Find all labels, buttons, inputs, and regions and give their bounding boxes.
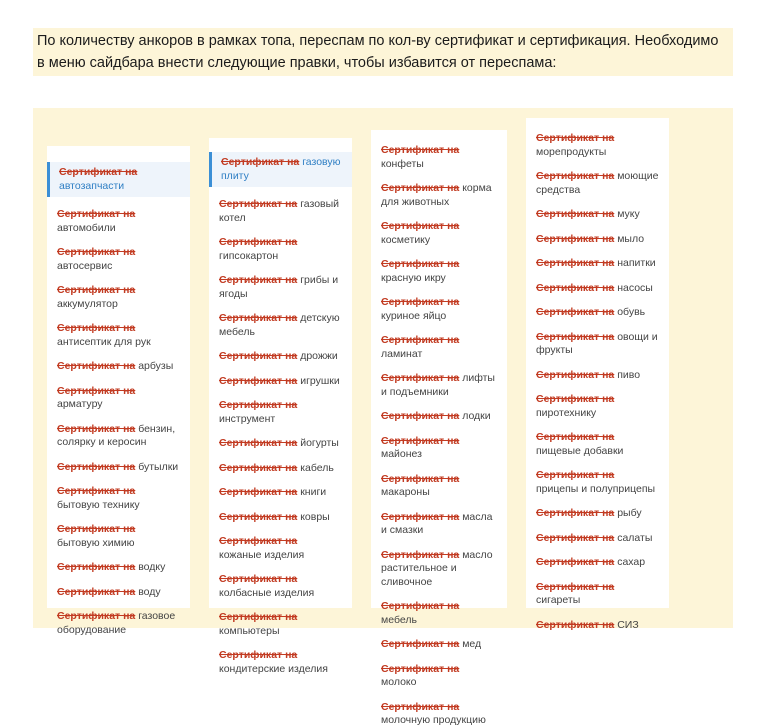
anchor-keyword-text: мыло	[614, 232, 645, 245]
anchor-keyword-text: сигареты	[536, 594, 581, 606]
sidebar-item[interactable]	[219, 535, 342, 562]
anchor-strikethrough-text: Сертификат на	[536, 281, 615, 294]
sidebar-item[interactable]	[57, 385, 180, 412]
anchor-strikethrough-text: Сертификат на	[219, 312, 298, 324]
anchor-strikethrough-text: Сертификат на	[381, 182, 460, 194]
anchor-keyword-text: антисептик для рук	[57, 335, 151, 348]
anchor-strikethrough-text: Сертификат на	[221, 156, 300, 168]
anchor-keyword-text: овощи и фрукты	[536, 330, 658, 356]
anchor-keyword-text: ковры	[297, 510, 330, 523]
sidebar-item[interactable]	[381, 511, 497, 538]
anchor-strikethrough-text: Сертификат на	[219, 486, 298, 498]
anchor-strikethrough-text: Сертификат на	[536, 170, 615, 182]
anchor-keyword-text: колбасные изделия	[219, 586, 315, 599]
anchor-strikethrough-text: Сертификат на	[57, 284, 136, 296]
sidebar-columns	[47, 118, 719, 726]
sidebar-item[interactable]	[219, 511, 342, 525]
anchor-keyword-text: макароны	[381, 486, 430, 498]
anchor-strikethrough-text: Сертификат на	[57, 208, 136, 220]
anchor-keyword-text: инструмент	[219, 412, 276, 425]
anchor-keyword-text: автозапчасти	[59, 179, 125, 192]
anchor-keyword-text: автомобили	[57, 221, 116, 234]
anchor-strikethrough-text: Сертификат на	[536, 469, 615, 481]
sidebar-item[interactable]	[536, 257, 659, 271]
anchor-keyword-text: кондитерские изделия	[219, 662, 328, 675]
anchor-keyword-text: кожаные изделия	[219, 548, 305, 561]
anchor-strikethrough-text: Сертификат на	[536, 618, 615, 631]
anchor-keyword-text: салаты	[614, 531, 653, 544]
anchor-keyword-text: морепродукты	[536, 145, 607, 158]
anchor-keyword-text: аккумулятор	[57, 297, 118, 310]
anchor-keyword-text: воду	[135, 585, 161, 598]
anchor-strikethrough-text: Сертификат на	[381, 700, 460, 713]
sidebar-item[interactable]	[536, 431, 659, 458]
anchor-strikethrough-text: Сертификат на	[536, 507, 615, 519]
anchor-strikethrough-text: Сертификат на	[57, 610, 136, 622]
anchor-strikethrough-text: Сертификат на	[536, 306, 615, 318]
sidebar-item[interactable]	[57, 284, 180, 311]
anchor-strikethrough-text: Сертификат на	[536, 556, 615, 568]
anchor-strikethrough-text: Сертификат на	[536, 132, 615, 144]
sidebar-item-active[interactable]	[209, 152, 352, 187]
sidebar-item[interactable]	[381, 372, 497, 399]
anchor-keyword-text: молоко	[381, 676, 417, 688]
sidebar-item[interactable]	[381, 473, 497, 500]
sidebar-item[interactable]	[219, 573, 342, 600]
anchor-strikethrough-text: Сертификат на	[219, 573, 298, 585]
anchor-strikethrough-text: Сертификат на	[536, 393, 615, 405]
anchor-keyword-text: напитки	[614, 257, 656, 269]
sidebar-item[interactable]	[536, 556, 659, 570]
sidebar-item[interactable]	[381, 663, 497, 690]
anchor-strikethrough-text: Сертификат на	[57, 561, 136, 573]
sidebar-item[interactable]	[536, 233, 659, 247]
sidebar-item[interactable]	[381, 182, 497, 209]
sidebar-item[interactable]	[536, 170, 659, 197]
anchor-keyword-text: грибы и ягоды	[219, 274, 339, 300]
anchor-strikethrough-text: Сертификат на	[57, 585, 136, 598]
anchor-keyword-text: лодки	[459, 410, 491, 422]
sidebar-item[interactable]	[57, 360, 180, 374]
anchor-keyword-text: молочную продукцию	[381, 714, 486, 726]
anchor-keyword-text: СИЗ	[614, 618, 639, 631]
anchor-keyword-text: арбузы	[135, 360, 174, 372]
anchor-keyword-text: конфеты	[381, 157, 424, 170]
sidebar-item[interactable]	[381, 220, 497, 247]
anchor-strikethrough-text: Сертификат на	[536, 531, 615, 544]
sidebar-item[interactable]	[381, 701, 497, 728]
sidebar-item[interactable]	[219, 274, 342, 301]
anchor-keyword-text: кабель	[297, 461, 334, 474]
anchor-column-4	[526, 118, 669, 631]
sidebar-item[interactable]	[536, 532, 659, 546]
anchor-keyword-text: косметику	[381, 233, 431, 246]
sidebar-item[interactable]	[57, 586, 180, 600]
anchor-strikethrough-text: Сертификат на	[57, 384, 136, 397]
sidebar-item[interactable]	[536, 282, 659, 296]
sidebar-item[interactable]	[57, 461, 180, 475]
anchor-keyword-text: автосервис	[57, 259, 113, 272]
sidebar-item[interactable]	[57, 523, 180, 550]
sidebar-item[interactable]	[219, 350, 342, 364]
anchor-keyword-text: пищевые добавки	[536, 444, 624, 457]
anchor-strikethrough-text: Сертификат на	[219, 535, 298, 547]
sidebar-item[interactable]	[381, 144, 497, 171]
anchor-column-1	[47, 146, 190, 636]
anchor-keyword-text: бытовую технику	[57, 498, 140, 511]
anchor-keyword-text: водку	[135, 561, 166, 573]
anchor-strikethrough-text: Сертификат на	[381, 548, 460, 561]
anchor-keyword-text: сахар	[614, 556, 646, 568]
anchor-strikethrough-text: Сертификат на	[381, 410, 460, 422]
anchor-keyword-text: красную икру	[381, 271, 446, 284]
sidebar-item[interactable]	[536, 581, 659, 608]
sidebar-item[interactable]	[536, 132, 659, 159]
anchor-keyword-text: йогурты	[297, 437, 339, 449]
sidebar-item[interactable]	[381, 638, 497, 652]
sidebar-item[interactable]	[536, 469, 659, 496]
sidebar-item[interactable]	[536, 331, 659, 358]
anchor-keyword-text: майонез	[381, 448, 422, 460]
anchor-strikethrough-text: Сертификат на	[381, 662, 460, 675]
sidebar-item[interactable]	[536, 393, 659, 420]
anchor-strikethrough-text: Сертификат на	[57, 422, 136, 435]
anchor-keyword-text: масла и смазки	[381, 510, 493, 536]
anchor-keyword-text: обувь	[614, 306, 646, 318]
sidebar-item[interactable]	[219, 312, 342, 339]
anchor-strikethrough-text: Сертификат на	[536, 431, 615, 443]
sidebar-item[interactable]	[381, 435, 497, 462]
anchor-strikethrough-text: Сертификат на	[381, 510, 460, 523]
anchor-strikethrough-text: Сертификат на	[219, 510, 298, 523]
sidebar-item[interactable]	[57, 485, 180, 512]
sidebar-item[interactable]	[219, 486, 342, 500]
anchor-keyword-text: бытовую химию	[57, 536, 135, 549]
anchor-strikethrough-text: Сертификат на	[57, 246, 136, 258]
sidebar-item[interactable]	[536, 208, 659, 222]
anchor-keyword-text: игрушки	[297, 374, 340, 387]
sidebar-item[interactable]	[219, 611, 342, 638]
anchor-strikethrough-text: Сертификат на	[57, 360, 136, 372]
anchor-keyword-text: бутылки	[135, 460, 179, 473]
anchor-strikethrough-text: Сертификат на	[381, 600, 460, 612]
anchor-strikethrough-text: Сертификат на	[536, 257, 615, 269]
sidebar-item[interactable]	[536, 306, 659, 320]
anchor-keyword-text: мед	[459, 638, 482, 650]
anchor-keyword-text: газовый котел	[219, 198, 340, 224]
anchor-keyword-text: книги	[297, 486, 327, 498]
sidebar-item[interactable]	[381, 410, 497, 424]
anchor-keyword-text: гипсокартон	[219, 249, 279, 262]
anchor-strikethrough-text: Сертификат на	[219, 461, 298, 474]
anchor-keyword-text: прицепы и полуприцепы	[536, 482, 656, 495]
sidebar-item[interactable]	[57, 322, 180, 349]
anchor-keyword-text: дрожжи	[297, 350, 338, 362]
anchor-keyword-text: рыбу	[614, 507, 642, 519]
anchor-strikethrough-text: Сертификат на	[219, 437, 298, 449]
sidebar-item[interactable]	[57, 610, 180, 637]
anchor-keyword-text: куриное яйцо	[381, 309, 447, 322]
sidebar-item[interactable]	[381, 258, 497, 285]
anchor-strikethrough-text: Сертификат на	[57, 460, 136, 473]
anchor-strikethrough-text: Сертификат на	[57, 322, 136, 334]
anchor-keyword-text: газовое оборудование	[57, 610, 176, 636]
sidebar-item[interactable]	[219, 462, 342, 476]
anchor-strikethrough-text: Сертификат на	[381, 220, 460, 232]
anchor-strikethrough-text: Сертификат на	[381, 334, 460, 346]
note-text: По количеству анкоров в рамках топа, переспам по кол-ву сертификат и сертификация. Необходимо в меню сайдбара внести следующие правки, чтобы избавится от переспама:	[33, 28, 733, 76]
sidebar-item[interactable]	[57, 561, 180, 575]
sidebar-item[interactable]	[536, 507, 659, 521]
anchor-strikethrough-text: Сертификат на	[219, 374, 298, 387]
anchor-strikethrough-text: Сертификат на	[219, 236, 298, 248]
anchor-strikethrough-text: Сертификат на	[536, 232, 615, 245]
anchor-keyword-text: мебель	[381, 613, 417, 626]
sidebar-item[interactable]	[219, 375, 342, 389]
anchor-keyword-text: муку	[614, 208, 640, 220]
anchor-keyword-text: детскую мебель	[219, 312, 340, 338]
sidebar-item-active[interactable]	[47, 162, 190, 197]
anchor-strikethrough-text: Сертификат на	[381, 472, 460, 485]
anchor-keyword-text: бензин, солярку и керосин	[57, 422, 176, 448]
sidebar-item[interactable]	[57, 423, 180, 450]
anchor-strikethrough-text: Сертификат на	[536, 368, 615, 381]
anchor-strikethrough-text: Сертификат на	[57, 485, 136, 497]
anchor-strikethrough-text: Сертификат на	[381, 638, 460, 650]
anchor-keyword-text: моющие средства	[536, 170, 659, 196]
anchor-column-2	[209, 138, 352, 675]
anchor-strikethrough-text: Сертификат на	[381, 372, 460, 384]
sidebar-item[interactable]	[536, 369, 659, 383]
sidebar-item[interactable]	[57, 208, 180, 235]
anchor-strikethrough-text: Сертификат на	[219, 611, 298, 623]
sidebar-item[interactable]	[219, 399, 342, 426]
sidebar-item[interactable]	[219, 198, 342, 225]
anchor-strikethrough-text: Сертификат на	[219, 399, 298, 411]
anchor-column-3	[371, 130, 507, 726]
anchor-strikethrough-text: Сертификат на	[381, 258, 460, 270]
anchor-keyword-text: газовую плиту	[221, 156, 341, 182]
anchor-keyword-text: лифты и подъемники	[381, 372, 495, 398]
anchor-strikethrough-text: Сертификат на	[59, 166, 138, 178]
anchor-strikethrough-text: Сертификат на	[381, 434, 460, 447]
anchor-strikethrough-text: Сертификат на	[381, 144, 460, 156]
sidebar-item[interactable]	[381, 600, 497, 627]
anchor-strikethrough-text: Сертификат на	[219, 350, 298, 362]
anchor-keyword-text: насосы	[614, 281, 653, 294]
sidebar-item[interactable]	[381, 549, 497, 590]
sidebar-item[interactable]	[536, 619, 659, 633]
anchor-keyword-text: корма для животных	[381, 182, 492, 208]
anchor-strikethrough-text: Сертификат на	[57, 523, 136, 535]
anchor-strikethrough-text: Сертификат на	[536, 580, 615, 593]
anchor-keyword-text: компьютеры	[219, 624, 280, 637]
anchor-strikethrough-text: Сертификат на	[219, 274, 298, 286]
sidebar-item[interactable]	[381, 334, 497, 361]
anchor-strikethrough-text: Сертификат на	[219, 198, 298, 210]
anchor-strikethrough-text: Сертификат на	[536, 330, 615, 343]
sidebar-item[interactable]	[219, 437, 342, 451]
anchor-strikethrough-text: Сертификат на	[381, 296, 460, 308]
anchor-keyword-text: масло растительное и сливочное	[381, 548, 493, 588]
sidebar-item[interactable]	[219, 236, 342, 263]
sidebar-item[interactable]	[57, 246, 180, 273]
anchor-keyword-text: арматуру	[57, 398, 103, 410]
anchor-keyword-text: пиво	[614, 368, 641, 381]
anchor-strikethrough-text: Сертификат на	[219, 649, 298, 661]
anchor-strikethrough-text: Сертификат на	[536, 208, 615, 220]
anchor-keyword-text: ламинат	[381, 347, 423, 360]
anchor-keyword-text: пиротехнику	[536, 406, 597, 419]
sidebar-item[interactable]	[381, 296, 497, 323]
